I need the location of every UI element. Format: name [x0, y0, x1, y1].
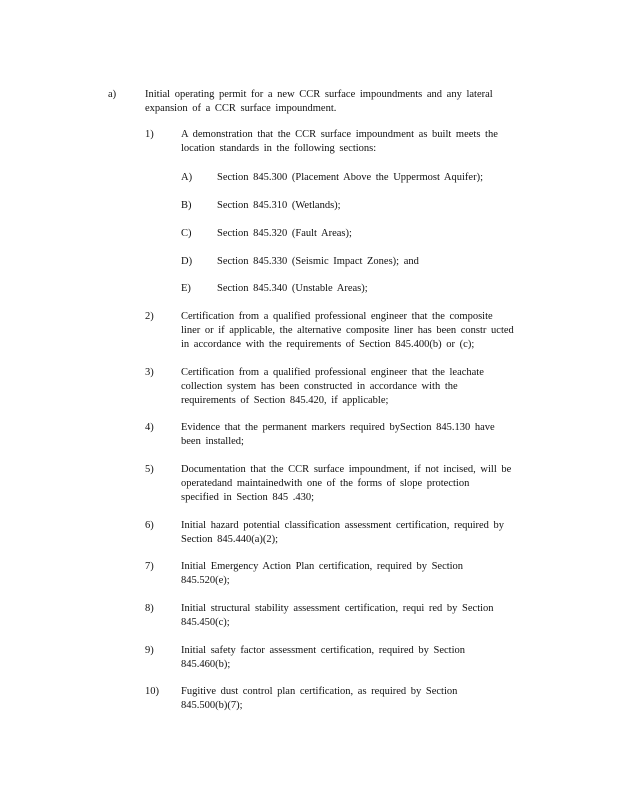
- item-9-label: 9): [145, 645, 154, 656]
- item-5-line-1: Documentation that the CCR surface impoundment, if not incised, will be: [181, 464, 512, 475]
- subitem-D-label: D): [181, 256, 193, 267]
- paragraph-a-label: a): [108, 89, 117, 100]
- item-2-label: 2): [145, 311, 154, 322]
- item-6-line-2: Section 845.440(a)(2);: [181, 534, 279, 545]
- subitem-A-text: Section 845.300 (Placement Above the Uppermost Aquifer);: [217, 172, 483, 183]
- item-10-line-2: 845.500(b)(7);: [181, 700, 243, 711]
- item-6-line-1: Initial hazard potential classification assessment certification, required by: [181, 520, 505, 531]
- item-4-line-1: Evidence that the permanent markers required bySection 845.130 have: [181, 422, 495, 433]
- item-4-line-2: been installed;: [181, 436, 244, 447]
- paragraph-a-line-2: expansion of a CCR surface impoundment.: [145, 103, 337, 114]
- item-2-line-1: Certification from a qualified professional engineer that the composite: [181, 311, 493, 322]
- item-5-label: 5): [145, 464, 154, 475]
- item-4-label: 4): [145, 422, 154, 433]
- item-8-label: 8): [145, 603, 154, 614]
- item-3-line-2: collection system has been constructed in accordance with the: [181, 381, 458, 392]
- subitem-C-text: Section 845.320 (Fault Areas);: [217, 228, 352, 239]
- item-6-label: 6): [145, 520, 154, 531]
- subitem-D-text: Section 845.330 (Seismic Impact Zones); and: [217, 256, 419, 267]
- item-10-label: 10): [145, 686, 159, 697]
- item-8-line-1: Initial structural stability assessment certification, requi red by Section: [181, 603, 494, 614]
- paragraph-a-line-1: Initial operating permit for a new CCR surface impoundments and any lateral: [145, 89, 493, 100]
- item-1-line-2: location standards in the following sections:: [181, 143, 377, 154]
- item-9-line-1: Initial safety factor assessment certification, required by Section: [181, 645, 465, 656]
- item-2-line-2: liner or if applicable, the alternative composite liner has been constr ucted: [181, 325, 514, 336]
- item-9-line-2: 845.460(b);: [181, 659, 231, 670]
- item-7-label: 7): [145, 561, 154, 572]
- item-3-label: 3): [145, 367, 154, 378]
- item-3-line-3: requirements of Section 845.420, if applicable;: [181, 395, 389, 406]
- item-7-line-1: Initial Emergency Action Plan certification, required by Section: [181, 561, 464, 572]
- subitem-B-text: Section 845.310 (Wetlands);: [217, 200, 341, 211]
- subitem-A-label: A): [181, 172, 193, 183]
- subitem-E-label: E): [181, 283, 191, 294]
- item-2-line-3: in accordance with the requirements of Section 845.400(b) or (c);: [181, 339, 475, 350]
- item-5-line-3: specified in Section 845 .430;: [181, 492, 315, 503]
- item-5-line-2: operatedand maintainedwith one of the forms of slope protection: [181, 478, 470, 489]
- item-8-line-2: 845.450(c);: [181, 617, 230, 628]
- item-3-line-1: Certification from a qualified professional engineer that the leachate: [181, 367, 484, 378]
- subitem-C-label: C): [181, 228, 192, 239]
- item-7-line-2: 845.520(e);: [181, 575, 230, 586]
- subitem-E-text: Section 845.340 (Unstable Areas);: [217, 283, 368, 294]
- subitem-B-label: B): [181, 200, 192, 211]
- item-1-line-1: A demonstration that the CCR surface impoundment as built meets the: [181, 129, 498, 140]
- item-10-line-1: Fugitive dust control plan certification, as required by Section: [181, 686, 458, 697]
- item-1-label: 1): [145, 129, 154, 140]
